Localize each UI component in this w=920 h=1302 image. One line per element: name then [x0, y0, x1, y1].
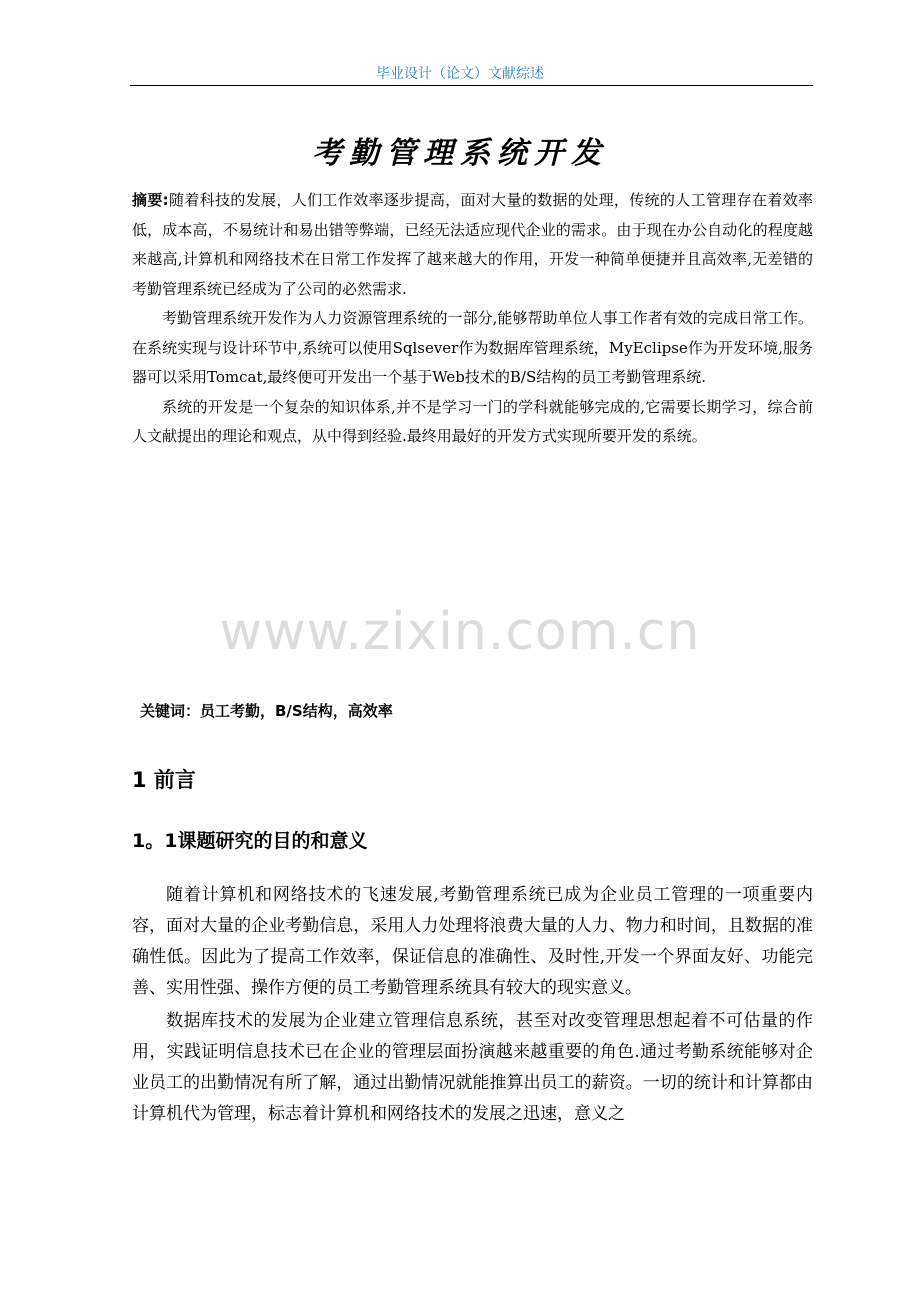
watermark: www.zixin.com.cn	[219, 602, 701, 662]
keywords: 关键词：员工考勤，B/S结构，高效率	[140, 702, 393, 720]
section-body	[132, 880, 813, 1130]
page-header: 毕业设计（论文）文献综述	[376, 66, 544, 82]
header-divider	[130, 85, 813, 86]
body-paragraph-1: 随着计算机和网络技术的飞速发展,考勤管理系统已成为企业员工管理的一项重要内容，面对大量的企业考勤信息，采用人力处理将浪费大量的人力、物力和时间，且数据的准确性低。因此为了提高工作效率，保证信息的准确性、及时性,开发一个界面友好、功能完善、实用性强、操作方便的员工考勤管理系统具有较大的现实意义。	[132, 885, 813, 998]
section-heading: 1 前言	[132, 768, 196, 792]
abstract-paragraph-2: 考勤管理系统开发作为人力资源管理系统的一部分,能够帮助单位人事工作者有效的完成日常工作。在系统实现与设计环节中,系统可以使用Sqlsever作为数据库管理系统，MyEclipse作为开发环境,服务器可以采用Tomcat,最终便可开发出一个基于Web技术的B/S结构的员工考勤管理系统.	[132, 309, 813, 386]
abstract-label: 摘要:	[132, 191, 169, 209]
abstract-text-1: 随着科技的发展，人们工作效率逐步提高，面对大量的数据的处理，传统的人工管理存在着效率低，成本高，不易统计和易出错等弊端，已经无法适应现代企业的需求。由于现在办公自动化的程度越来越高,计算机和网络技术在日常工作发挥了越来越大的作用，开发一种简单便捷并且高效率,无差错的考勤管理系统已经成为了公司的必然需求.	[132, 191, 813, 298]
subsection-heading: 1。1课题研究的目的和意义	[132, 830, 368, 852]
abstract-paragraph-3: 系统的开发是一个复杂的知识体系,并不是学习一门的学科就能够完成的,它需要长期学习，综合前人文献提出的理论和观点，从中得到经验.最终用最好的开发方式实现所要开发的系统。	[132, 397, 813, 445]
abstract-paragraph-1	[132, 186, 813, 304]
body-paragraph-2: 数据库技术的发展为企业建立管理信息系统，甚至对改变管理思想起着不可估量的作用，实践证明信息技术已在企业的管理层面扮演越来越重要的角色.通过考勤系统能够对企业员工的出勤情况有所了解，通过出勤情况就能推算出员工的薪资。一切的统计和计算都由计算机代为管理，标志着计算机和网络技术的发展之迅速，意义之	[132, 1011, 813, 1124]
abstract-section	[132, 186, 813, 452]
document-title: 考勤管理系统开发	[312, 136, 608, 171]
